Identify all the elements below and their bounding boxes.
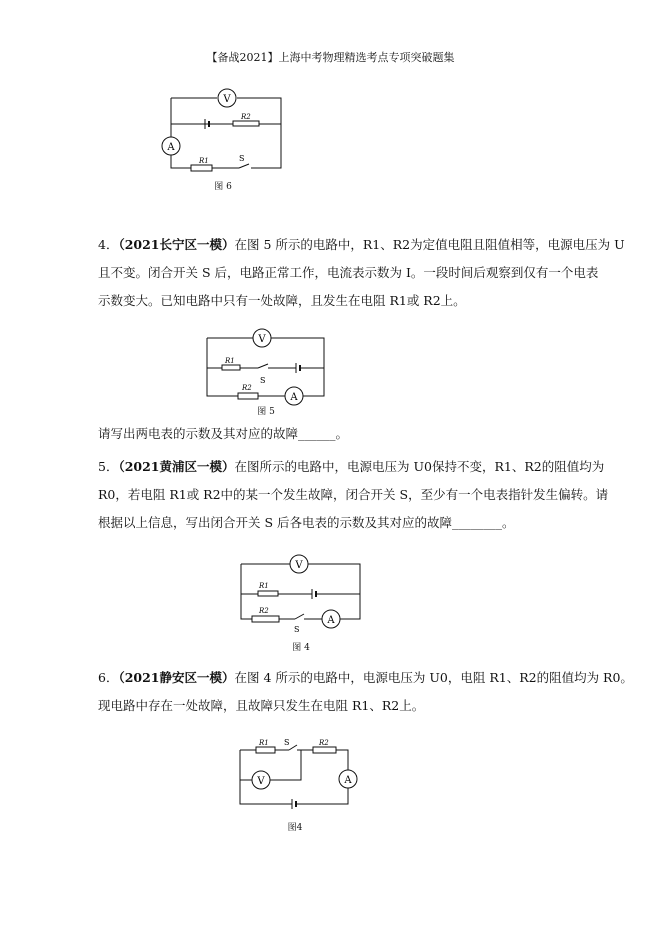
page-header: 【备战2021】上海中考物理精选考点专项突破题集 xyxy=(206,51,455,64)
resistor-r2-label: R2 xyxy=(241,113,251,121)
q6-number: 6． xyxy=(98,670,119,685)
switch-label: S xyxy=(284,738,290,747)
resistor-r1-label: R1 xyxy=(259,739,269,747)
q4-line1: 在图 5 所示的电路中，R1、R2为定值电阻且阻值相等，电源电压为 U xyxy=(234,237,625,252)
circuit-figure-5 xyxy=(200,326,330,406)
q6-line1: 在图 4 所示的电路中，电源电压为 U0，电阻 R1、R2的阻值均为 R0。 xyxy=(234,670,633,685)
figure-4a-caption: 图 4 xyxy=(292,643,310,653)
question-4-answer xyxy=(98,420,568,448)
resistor-r2-label: R2 xyxy=(259,607,269,615)
question-5 xyxy=(98,453,609,537)
q4-source: （2021长宁区一模） xyxy=(118,237,235,252)
switch-label: S xyxy=(294,625,300,634)
q6-line2: 现电路中存在一处故障，且故障只发生在电阻 R1、R2上。 xyxy=(98,698,425,713)
circuit-figure-4a xyxy=(237,554,365,634)
q5-source: （2021黄浦区一模） xyxy=(118,459,235,474)
ammeter-label: A xyxy=(167,142,175,153)
resistor-r1-label: R1 xyxy=(259,582,269,590)
resistor-r1-label: R1 xyxy=(225,357,235,365)
ammeter-label: A xyxy=(290,392,298,403)
voltmeter-label: V xyxy=(257,776,265,787)
q5-line3: 根据以上信息，写出闭合开关 S 后各电表的示数及其对应的故障________。 xyxy=(98,515,515,530)
q4-line4: 请写出两电表的示数及其对应的故障______。 xyxy=(98,426,349,441)
q4-number: 4． xyxy=(98,237,119,252)
q4-line3: 示数变大。已知电路中只有一处故障，且发生在电阻 R1或 R2上。 xyxy=(98,293,466,308)
circuit-figure-6 xyxy=(155,88,290,172)
ammeter-label: A xyxy=(327,615,335,626)
resistor-r2-label: R2 xyxy=(319,739,329,747)
voltmeter-label: V xyxy=(258,334,266,345)
switch-label: S xyxy=(260,376,266,385)
switch-label: S xyxy=(239,154,245,163)
resistor-r2-label: R2 xyxy=(242,384,252,392)
q4-line2: 且不变。闭合开关 S 后，电路正常工作，电流表示数为 I。一段时间后观察到仅有一个电表 xyxy=(98,265,599,280)
question-6 xyxy=(98,664,633,720)
figure-6-caption: 图 6 xyxy=(214,182,232,192)
q5-line2: R0，若电阻 R1或 R2中的某一个发生故障，闭合开关 S，至少有一个电表指针发生偏转。请 xyxy=(98,487,609,502)
voltmeter-label: V xyxy=(295,560,303,571)
q5-number: 5． xyxy=(98,459,119,474)
q6-source: （2021静安区一模） xyxy=(118,670,235,685)
figure-5-caption: 图 5 xyxy=(257,407,275,417)
q5-line1: 在图所示的电路中，电源电压为 U0保持不变，R1、R2的阻值均为 xyxy=(234,459,605,474)
question-4 xyxy=(98,231,625,315)
ammeter-label: A xyxy=(344,775,352,786)
resistor-r1-label: R1 xyxy=(199,157,209,165)
figure-4b-caption: 图4 xyxy=(287,823,303,833)
voltmeter-label: V xyxy=(223,94,231,105)
circuit-figure-4b xyxy=(235,738,360,813)
